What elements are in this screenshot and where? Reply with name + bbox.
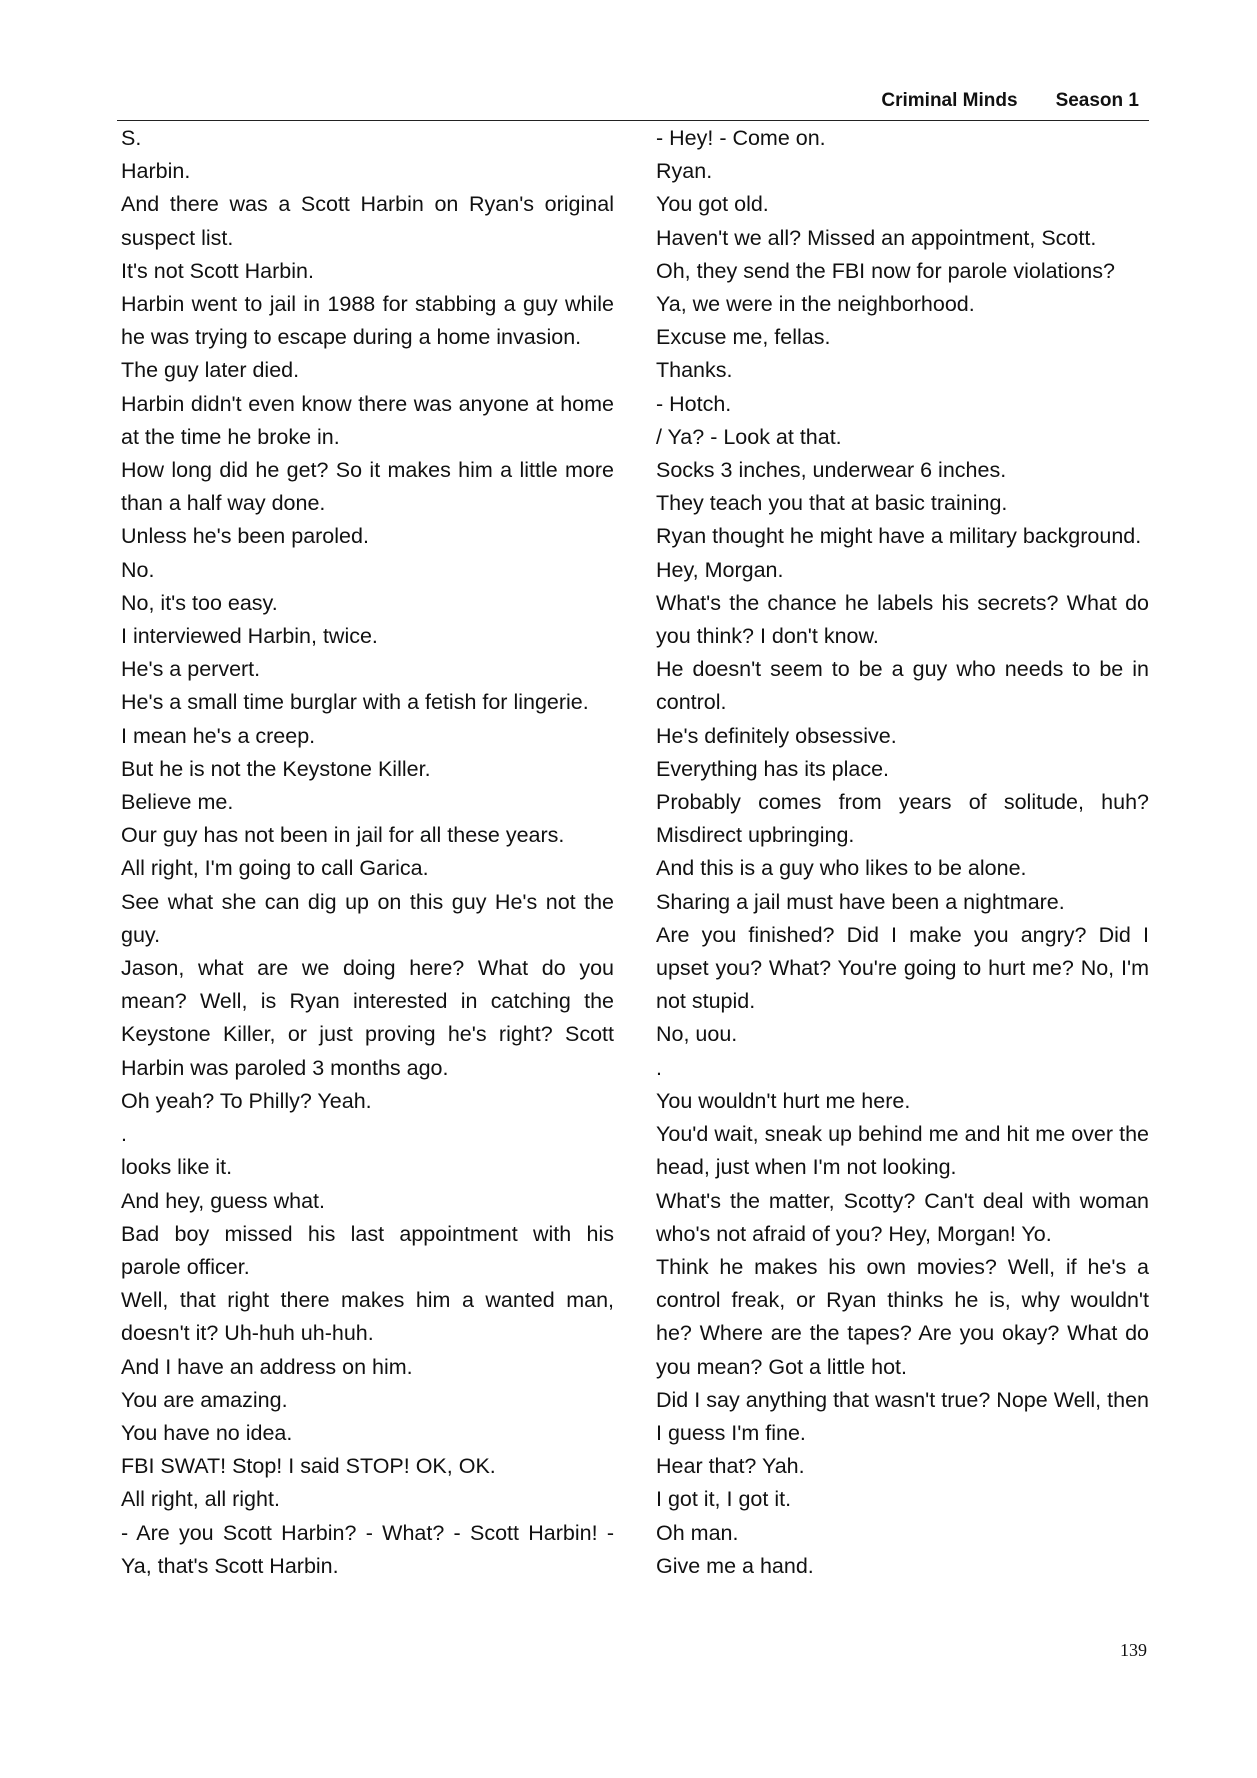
transcript-line: And there was a Scott Harbin on Ryan's original suspect list. [121, 192, 614, 250]
transcript-line: FBI SWAT! Stop! I said STOP! OK, OK. [121, 1454, 496, 1479]
left-text-column [121, 122, 614, 1583]
transcript-line: . [121, 1122, 127, 1147]
transcript-line: Give me a hand. [656, 1553, 814, 1578]
transcript-line: Jason, what are we doing here? What do you mean? Well, is Ryan interested in catching the Keystone Killer, or just proving he's right? Scott Harbin was paroled 3 months ago. [121, 956, 614, 1080]
transcript-line: All right, all right. [121, 1487, 280, 1512]
transcript-line: Everything has its place. [656, 756, 890, 781]
transcript-line: You'd wait, sneak up behind me and hit me over the head, just when I'm not looking. [656, 1122, 1149, 1180]
transcript-line: And hey, guess what. [121, 1188, 325, 1213]
transcript-line: He's a pervert. [121, 657, 261, 682]
transcript-line: Probably comes from years of solitude, huh? Misdirect upbringing. [656, 790, 1149, 848]
transcript-line: How long did he get? So it makes him a little more than a half way done. [121, 458, 614, 516]
transcript-line: Well, that right there makes him a wanted man, doesn't it? Uh-huh uh-huh. [121, 1288, 614, 1346]
transcript-line: And I have an address on him. [121, 1354, 413, 1379]
transcript-line: They teach you that at basic training. [656, 491, 1008, 516]
transcript-line: The guy later died. [121, 358, 300, 383]
transcript-line: No. [121, 557, 155, 582]
transcript-line: You wouldn't hurt me here. [656, 1088, 911, 1113]
transcript-line: looks like it. [121, 1155, 233, 1180]
transcript-line: See what she can dig up on this guy He's not the guy. [121, 889, 614, 947]
transcript-line: Ryan thought he might have a military background. [656, 524, 1142, 549]
season-label: Season 1 [1055, 90, 1139, 111]
transcript-line: But he is not the Keystone Killer. [121, 756, 431, 781]
transcript-line: I interviewed Harbin, twice. [121, 624, 378, 649]
transcript-line: Oh man. [656, 1520, 739, 1545]
transcript-line: Sharing a jail must have been a nightmare. [656, 889, 1065, 914]
transcript-line: . [656, 1055, 662, 1080]
transcript-line: Thanks. [656, 358, 733, 383]
transcript-line: No, it's too easy. [121, 590, 278, 615]
transcript-line: You are amazing. [121, 1387, 288, 1412]
transcript-line: / Ya? - Look at that. [656, 424, 842, 449]
transcript-line: What's the chance he labels his secrets? What do you think? I don't know. [656, 590, 1149, 649]
transcript-line: Think he makes his own movies? Well, if he's a control freak, or Ryan thinks he is, why wouldn't he? Where are the tapes? Are you okay? What do you mean? Got a little hot. [656, 1254, 1149, 1379]
transcript-line: I mean he's a creep. [121, 723, 316, 748]
transcript-line: He's a small time burglar with a fetish for lingerie. [121, 690, 589, 715]
transcript-line: All right, I'm going to call Garica. [121, 856, 429, 881]
transcript-line: - Hey! - Come on. [656, 126, 826, 150]
transcript-line: Believe me. [121, 790, 234, 815]
right-text-column [656, 122, 1149, 1583]
transcript-line: Did I say anything that wasn't true? Nope Well, then I guess I'm fine. [656, 1387, 1149, 1445]
transcript-line: Excuse me, fellas. [656, 325, 831, 350]
transcript-line: Our guy has not been in jail for all these years. [121, 823, 565, 848]
transcript-line: He doesn't seem to be a guy who needs to be in control. [656, 657, 1149, 715]
transcript-line: - Hotch. [656, 391, 732, 416]
transcript-line: Ya, we were in the neighborhood. [656, 292, 975, 317]
transcript-line: Harbin went to jail in 1988 for stabbing a guy while he was trying to escape during a home invasion. [121, 292, 614, 350]
transcript-line: And this is a guy who likes to be alone. [656, 856, 1027, 881]
transcript-line: It's not Scott Harbin. [121, 258, 314, 283]
transcript-line: Bad boy missed his last appointment with his parole officer. [121, 1221, 614, 1279]
page-header [117, 90, 1149, 121]
transcript-line: Harbin. [121, 159, 191, 184]
transcript-line: Oh, they send the FBI now for parole violations? [656, 258, 1115, 283]
transcript-line: Oh yeah? To Philly? Yeah. [121, 1088, 372, 1113]
transcript-line: Harbin didn't even know there was anyone at home at the time he broke in. [121, 391, 614, 449]
transcript-line: Unless he's been paroled. [121, 524, 369, 549]
transcript-line: Are you finished? Did I make you angry? Did I upset you? What? You're going to hurt me? No, I'm not stupid. [656, 922, 1149, 1014]
transcript-line: I got it, I got it. [656, 1487, 792, 1512]
transcript-line: What's the matter, Scotty? Can't deal with woman who's not afraid of you? Hey, Morgan! Yo. [656, 1188, 1149, 1246]
transcript-line: You got old. [656, 192, 769, 217]
page-number: 139 [1120, 1640, 1147, 1660]
transcript-line: He's definitely obsessive. [656, 723, 897, 748]
series-title: Criminal Minds [881, 90, 1018, 111]
transcript-line: Hey, Morgan. [656, 557, 784, 582]
transcript-line: Hear that? Yah. [656, 1454, 805, 1479]
transcript-line: - Are you Scott Harbin? - What? - Scott Harbin! - Ya, that's Scott Harbin. [121, 1520, 614, 1578]
transcript-line: Ryan. [656, 159, 713, 184]
transcript-line: No, uou. [656, 1022, 738, 1047]
transcript-line: You have no idea. [121, 1420, 293, 1445]
transcript-line: S. [121, 126, 142, 150]
transcript-line: Haven't we all? Missed an appointment, Scott. [656, 225, 1097, 250]
transcript-line: Socks 3 inches, underwear 6 inches. [656, 458, 1007, 483]
